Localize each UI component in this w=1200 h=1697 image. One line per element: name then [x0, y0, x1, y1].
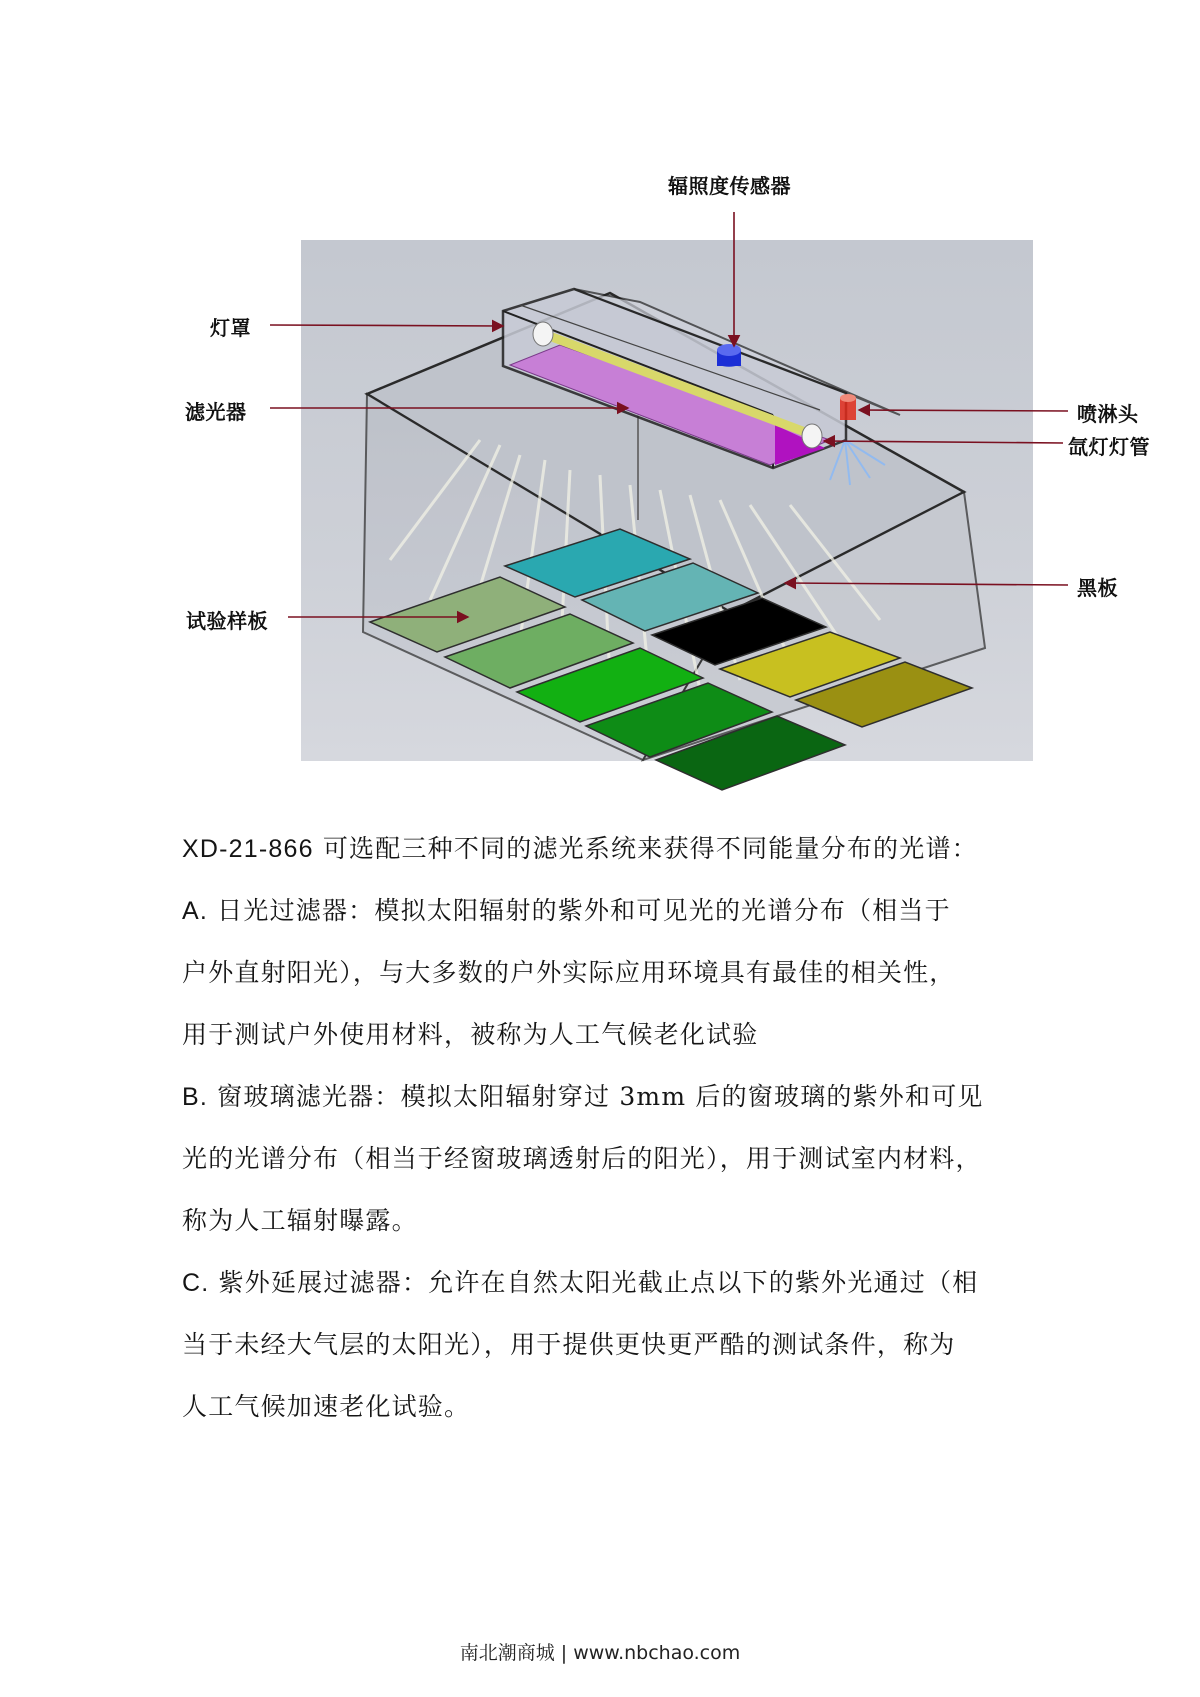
site-footer: 南北潮商城 | www.nbchao.com: [459, 1642, 741, 1664]
label-test-samples: 试验样板: [186, 609, 268, 633]
label-lamp-cover: 灯罩: [210, 316, 251, 340]
option-a-line-2: 户外直射阳光），与大多数的户外实际应用环境具有最佳的相关性，: [182, 958, 956, 987]
intro-line: XD-21-866 可选配三种不同的滤光系统来获得不同能量分布的光谱：: [182, 834, 978, 863]
xenon-chamber-diagram: [0, 0, 1200, 800]
label-irradiance-sensor: 辐照度传感器: [668, 174, 791, 198]
description-text: [182, 818, 1022, 1438]
option-b-line-1: B. 窗玻璃滤光器：模拟太阳辐射穿过 3mm 后的窗玻璃的紫外和可见: [182, 1082, 984, 1111]
label-xenon-lamp: 氙灯灯管: [1068, 435, 1150, 459]
option-b-line-2: 光的光谱分布（相当于经窗玻璃透射后的阳光），用于测试室内材料，: [182, 1144, 982, 1173]
option-b-line-3: 称为人工辐射曝露。: [182, 1206, 418, 1235]
option-c-line-1: C. 紫外延展过滤器：允许在自然太阳光截止点以下的紫外光通过（相: [182, 1268, 979, 1297]
label-filter: 滤光器: [185, 400, 247, 424]
option-c-line-3: 人工气候加速老化试验。: [182, 1392, 471, 1421]
option-a-line-3: 用于测试户外使用材料，被称为人工气候老化试验: [182, 1020, 759, 1049]
label-black-panel: 黑板: [1077, 576, 1118, 600]
option-a-line-1: A. 日光过滤器：模拟太阳辐射的紫外和可见光的光谱分布（相当于: [182, 896, 951, 925]
chamber-illustration: [0, 0, 1200, 800]
option-c-line-2: 当于未经大气层的太阳光），用于提供更快更严酷的测试条件，称为: [182, 1330, 956, 1359]
label-spray-head: 喷淋头: [1077, 402, 1139, 426]
